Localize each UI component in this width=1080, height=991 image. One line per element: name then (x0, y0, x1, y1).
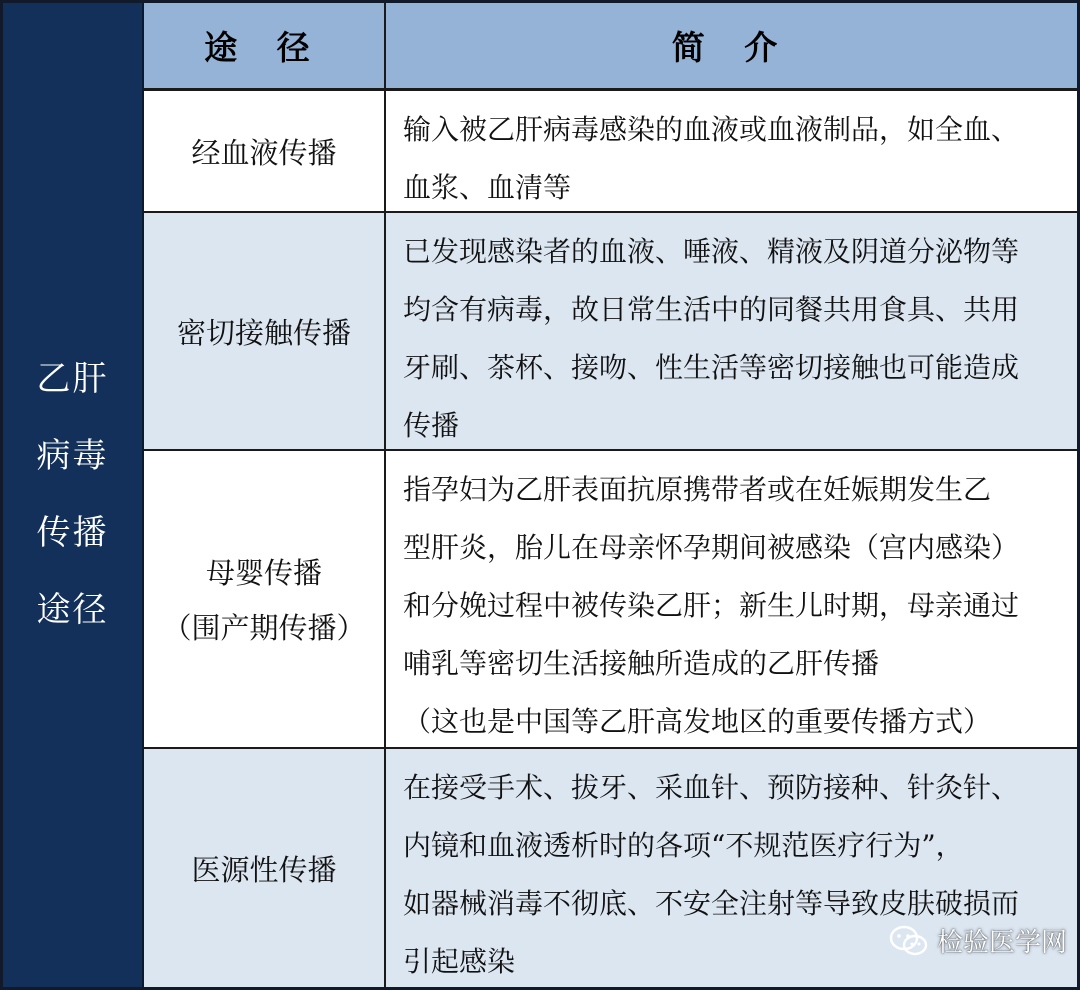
route-sublabel: （围产期传播） (162, 611, 366, 645)
route-label: 密切接触传播 (176, 315, 351, 350)
side-label-line: 病毒 (36, 436, 109, 476)
route-cell (144, 749, 386, 987)
desc-line: 指孕妇为乙肝表面抗原携带者或在妊娠期发生乙 (403, 473, 992, 506)
desc-line: 内镜和血液透析时的各项“不规范医疗行为”， (403, 829, 964, 862)
table-row (144, 211, 1077, 449)
desc-line: 型肝炎，胎儿在母亲怀孕期间被感染（宫内感染） (403, 531, 1020, 564)
watermark-text: 检验医学网 (936, 928, 1067, 958)
route-label: 母婴传播 (205, 556, 322, 590)
side-label-line: 传播 (36, 513, 109, 553)
table-row (144, 747, 1077, 987)
route-label: 经血液传播 (191, 135, 337, 170)
desc-line: 均含有病毒，故日常生活中的同餐共用食具、共用 (403, 293, 1020, 326)
desc-line: 和分娩过程中被传染乙肝；新生儿时期，母亲通过 (403, 589, 1020, 622)
desc-line: 血浆、血清等 (403, 171, 572, 204)
header-route: 途 径 (144, 3, 386, 91)
desc-cell (386, 451, 1077, 747)
desc-line: 哺乳等密切生活接触所造成的乙肝传播 (403, 647, 880, 680)
side-label-line: 乙肝 (36, 359, 109, 399)
table-row (144, 449, 1077, 747)
desc-line: 引起感染 (403, 945, 516, 978)
side-label-line: 途径 (36, 590, 109, 630)
desc-line: 传播 (403, 409, 460, 442)
desc-cell (386, 213, 1077, 449)
side-label (3, 3, 144, 987)
header-intro: 简 介 (386, 3, 1077, 91)
wechat-icon (889, 925, 929, 957)
desc-line: 如器械消毒不彻底、不安全注射等导致皮肤破损而 (403, 887, 1020, 920)
desc-line: （这也是中国等乙肝高发地区的重要传播方式） (403, 705, 992, 738)
desc-line: 在接受手术、拔牙、采血针、预防接种、针灸针、 (403, 771, 1020, 804)
watermark (889, 922, 1067, 959)
route-cell (144, 91, 386, 211)
route-cell (144, 213, 386, 449)
table-row (144, 91, 1077, 211)
desc-line: 已发现感染者的血液、唾液、精液及阴道分泌物等 (403, 235, 1020, 268)
table-main (144, 3, 1077, 987)
route-cell (144, 451, 386, 747)
desc-cell (386, 91, 1077, 211)
desc-line: 牙刷、茶杯、接吻、性生活等密切接触也可能造成 (403, 351, 1020, 384)
desc-line: 输入被乙肝病毒感染的血液或血液制品，如全血、 (403, 113, 1020, 146)
route-label: 医源性传播 (191, 852, 337, 887)
